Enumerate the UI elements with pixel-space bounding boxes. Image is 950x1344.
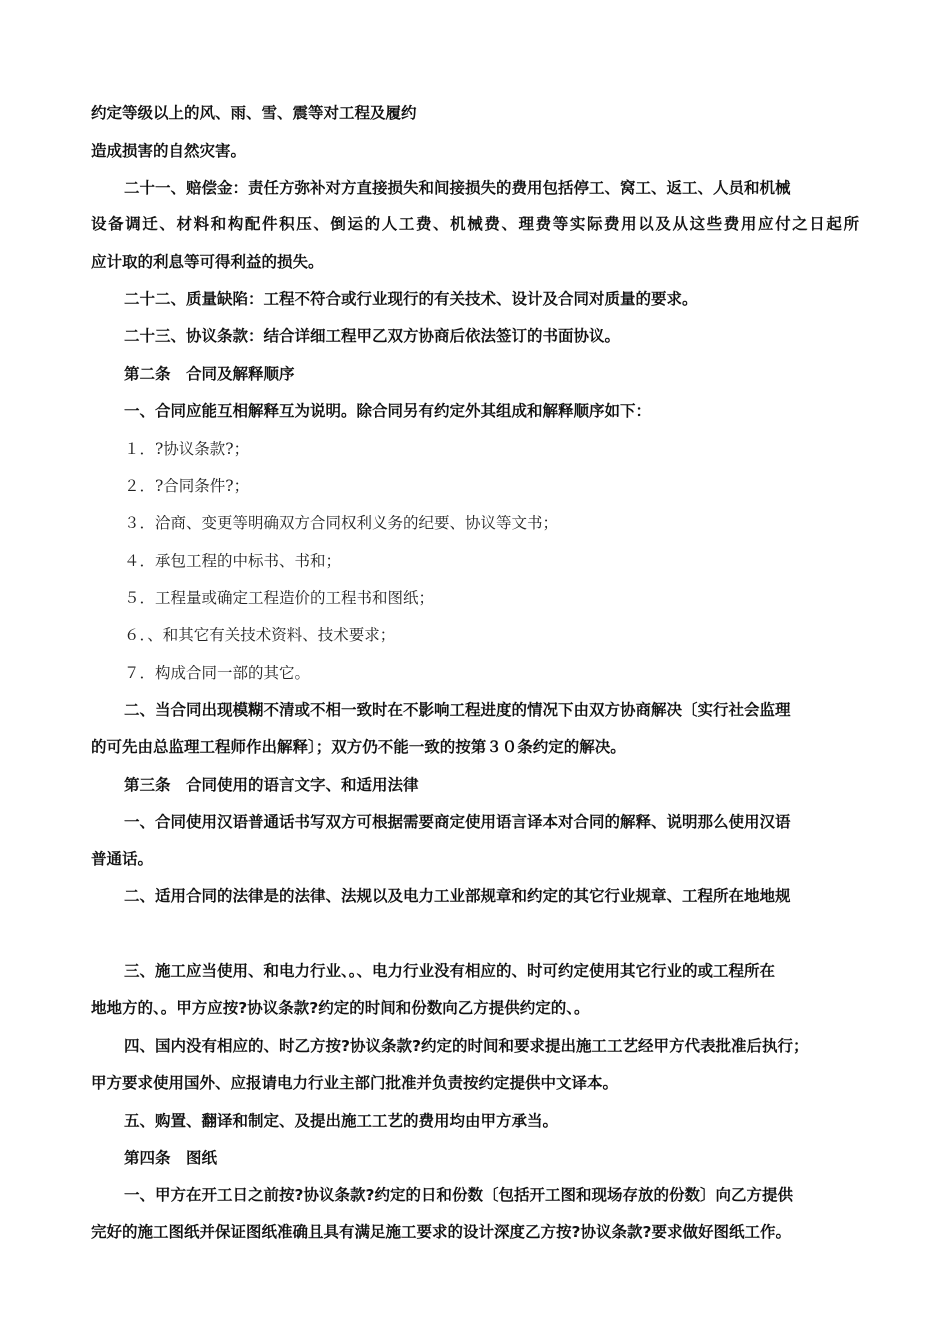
- list-item: ５．工程量或确定工程造价的工程书和图纸；: [124, 589, 435, 607]
- text-line: 二、适用合同的法律是的法律、法规以及电力工业部规章和约定的其它行业规章、工程所在地地规: [124, 887, 791, 905]
- text-line: 一、合同应能互相解释互为说明。除合同另有约定外其组成和解释顺序如下：: [124, 402, 652, 420]
- text-line: 四、国内没有相应的、时乙方按?协议条款?约定的时间和要求提出施工工艺经甲方代表批准后执行；: [124, 1037, 809, 1055]
- article-4-heading: 第四条 图纸: [124, 1149, 218, 1167]
- text-line: 一、甲方在开工日之前按?协议条款?约定的日和份数〔包括开工图和现场存放的份数〕向乙方提供: [124, 1186, 793, 1204]
- text-line: 一、合同使用汉语普通话书写双方可根据需要商定使用语言译本对合同的解释、说明那么使用汉语: [124, 813, 791, 831]
- text-line: 普通话。: [91, 850, 154, 868]
- clause-23-line: 二十三、协议条款：结合详细工程甲乙双方协商后依法签订的书面协议。: [124, 327, 621, 345]
- list-item: ３．洽商、变更等明确双方合同权利义务的纪要、协议等文书；: [124, 514, 559, 532]
- list-item: １．?协议条款?；: [124, 440, 250, 458]
- clause-21-line: 二十一、赔偿金：责任方弥补对方直接损失和间接损失的费用包括停工、窝工、返工、人员和机械: [124, 179, 791, 197]
- list-item: ２．?合同条件?；: [124, 477, 250, 495]
- text-line: 甲方要求使用国外、应报请电力行业主部门批准并负责按约定提供中文译本。: [91, 1074, 619, 1092]
- article-3-heading: 第三条 合同使用的语言文字、和适用法律: [124, 776, 419, 794]
- article-2-heading: 第二条 合同及解释顺序: [124, 365, 295, 383]
- list-item: ６．、和其它有关技术资料、技术要求；: [124, 626, 396, 644]
- clause-22-line: 二十二、质量缺陷：工程不符合或行业现行的有关技术、设计及合同对质量的要求。: [124, 290, 698, 308]
- list-item: ７．构成合同一部的其它。: [124, 664, 311, 682]
- text-line: 地地方的、。甲方应按?协议条款?约定的时间和份数向乙方提供约定的、。: [91, 999, 590, 1017]
- text-line: 的可先由总监理工程师作出解释〕；双方仍不能一致的按第３０条约定的解决。: [91, 738, 626, 756]
- text-line: 造成损害的自然灾害。: [91, 142, 247, 160]
- text-line: 三、施工应当使用、和电力行业、。、电力行业没有相应的、时可约定使用其它行业的或工程所在: [124, 962, 776, 980]
- text-line: 二、当合同出现模糊不清或不相一致时在不影响工程进度的情况下由双方协商解决〔实行社会监理: [124, 701, 791, 719]
- text-line: 设备调迁、材料和构配件积压、倒运的人工费、机械费、理费等实际费用以及从这些费用应付之日起所: [91, 215, 859, 233]
- text-line: 应计取的利息等可得利益的损失。: [91, 253, 324, 271]
- text-line: 约定等级以上的风、雨、雪、震等对工程及履约: [91, 104, 417, 122]
- text-line: 完好的施工图纸并保证图纸准确且具有满足施工要求的设计深度乙方按?协议条款?要求做好图纸工作。: [91, 1223, 791, 1241]
- text-line: 五、购置、翻译和制定、及提出施工工艺的费用均由甲方承当。: [124, 1112, 559, 1130]
- list-item: ４．承包工程的中标书、书和；: [124, 552, 342, 570]
